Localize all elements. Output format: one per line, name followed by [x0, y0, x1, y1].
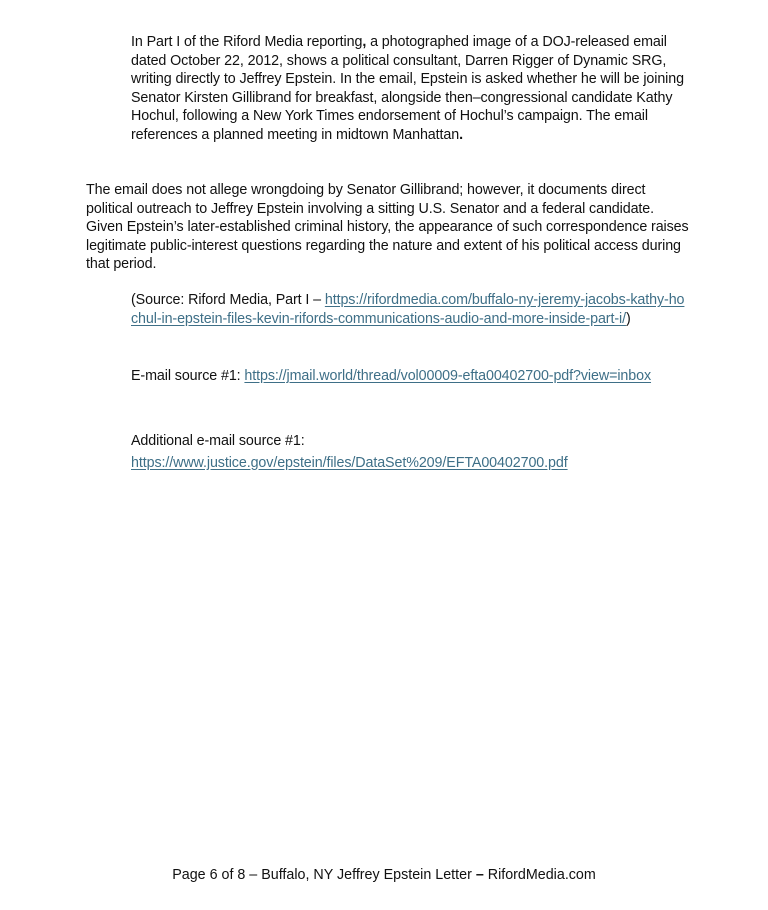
email-source: [131, 366, 691, 388]
paragraph-analysis: The email does not allege wrongdoing by Senator Gillibrand; however, it documents direct political outreach to Jeffrey Epstein involving a sitting U.S. Senator and a federal candidate. Given Epstein’s later-established criminal history, the appearance of such correspondence raises legitimate public-interest questions regarding the nature and extent of his political access during that period.: [86, 182, 689, 273]
part-one-comma: ,: [362, 34, 367, 50]
part-one-text-start: In Part I of the Riford Media reporting: [131, 34, 363, 50]
footer-separator: –: [475, 867, 484, 883]
source-prefix: (Source: Riford Media, Part I –: [131, 292, 325, 308]
source-suffix: ): [625, 310, 631, 327]
additional-email-source-label: Additional e-mail source #1:: [131, 433, 305, 449]
additional-email-source: [131, 431, 691, 474]
additional-email-source-link[interactable]: https://www.justice.gov/epstein/files/DataSet%209/EFTA00402700.pdf: [131, 454, 568, 471]
paragraph-part-one-summary: [131, 33, 691, 145]
part-one-text-rest: a photographed image of a DOJ-released email dated October 22, 2012, shows a political consultant, Darren Rigger of Dynamic SRG, writing directly to Jeffrey Epstein. In the email, Epstein is asked whether he will be joining Senator Kirsten Gillibrand for breakfast, alongside then–congressional candidate Kathy Hochul, following a New York Times endorsement of Hochul’s campaign. The email references a planned meeting in midtown Manhattan: [131, 34, 684, 143]
source-link-riford-media[interactable]: https://rifordmedia.com/buffalo-ny-jeremy-jacobs-kathy-hochul-in-epstein-files-kevin-rifords-communications-audio-and-more-inside-part-i/: [131, 292, 685, 327]
footer-page-info: Page 6 of 8 – Buffalo, NY Jeffrey Epstein Letter: [172, 867, 476, 883]
footer-site: RifordMedia.com: [483, 867, 596, 883]
email-source-link[interactable]: https://jmail.world/thread/vol00009-efta00402700-pdf?view=inbox: [244, 368, 652, 384]
email-source-label: E-mail source #1:: [131, 368, 245, 384]
source-citation: [131, 291, 691, 328]
part-one-period: .: [459, 126, 463, 143]
page-footer: [0, 866, 768, 884]
